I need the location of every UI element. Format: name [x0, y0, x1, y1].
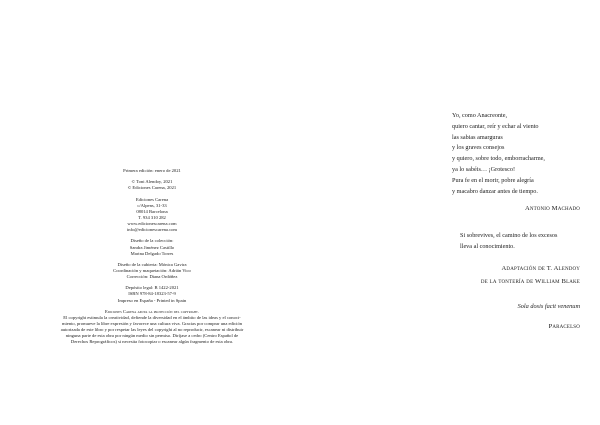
poem-verse: Pura fe en el morir, pobre alegría	[452, 176, 534, 184]
poem-verse: quiero cantar, reír y echar al viento	[452, 122, 539, 130]
publisher-name: Ediciones Carena	[135, 196, 169, 202]
poem-verse: y quiero, sobre todo, emborracharme,	[452, 155, 545, 163]
publisher-website: www.edicionescarena.com	[127, 221, 177, 227]
printed-in: Impreso en España - Printed in Spain	[117, 297, 187, 303]
isbn: ISBN 978-84-18323-57-9	[128, 291, 176, 297]
copyright-notice-line: miento, promueve la libre expresión y favorece una cultura viva. Gracias por comprar una edición	[61, 321, 243, 326]
copyright-notice	[34, 309, 270, 346]
quote-attribution	[481, 263, 580, 288]
publisher-email: info@edicionescarena.com	[126, 227, 178, 233]
legal-ids-block	[34, 285, 270, 303]
publisher-city: 08014 Barcelona	[136, 208, 168, 214]
publisher-street: c/Alpens, 31-33	[137, 202, 167, 208]
right-page	[300, 0, 600, 425]
copyright-block	[34, 179, 270, 191]
poem-verse: ya lo sabéis… ¡Grotesco!	[452, 165, 516, 173]
copyright-notice-line: Derechos Reprográficos) si necesita fotocopiar o escanear algún fragmento de esta obra.	[70, 339, 234, 345]
legal-deposit: Depósito legal: B 1422-2021	[125, 285, 179, 291]
copyright-notice-heading: Ediciones Carena apoya la protección del copyright.	[104, 308, 200, 314]
cover-design-credit: Diseño de la cubierta: Mónica Gavira	[117, 261, 187, 267]
copyright-line: © Toni Alendoy, 2021	[131, 179, 173, 185]
blake-quote	[460, 231, 592, 253]
edition-line: Primera edición: enero de 2021	[123, 168, 181, 173]
poem-verse: y los graves consejos	[452, 144, 505, 152]
publisher-phone: T. 934 310 282	[138, 214, 166, 220]
quote-line: lleva al conocimiento.	[460, 242, 515, 250]
edition-block	[34, 168, 270, 174]
quote-attribution-line: Adaptación de T. Alendoy	[501, 265, 580, 272]
layout-credit: Coordinación y maquetación: Adrián Vico	[113, 267, 191, 273]
latin-author: Paracelso	[548, 323, 580, 330]
quote-line: Si sobrevives, el camino de los excesos	[460, 232, 558, 239]
poem-verse: y macabro danzar antes de tiempo.	[452, 187, 538, 195]
quote-attribution-line: de la tontería de William Blake	[480, 277, 580, 285]
poem-verse: las sabias amarguras	[452, 133, 503, 141]
machado-poem	[452, 111, 592, 197]
copyright-notice-line: El copyright estimula la creatividad, defiende la diversidad en el ámbito de las ideas y el conoci-	[63, 314, 241, 320]
credits-block	[34, 262, 270, 280]
collection-design-block	[34, 238, 270, 256]
copyright-notice-line: autorizada de este libro y por respetar las leyes del copyright al no reproducir, escanear ni distribuir	[60, 327, 244, 333]
copyright-notice-line: ninguna parte de esta obra por ningún medio sin permiso. Diríjase a cedro (Centro Español de	[65, 333, 239, 339]
poem-verse: Yo, como Anacreonte,	[452, 112, 508, 119]
designer-name: Marina Delgado Torres	[130, 250, 174, 256]
colophon	[34, 168, 270, 345]
designer-name: Sandra Jiménez Castillo	[129, 244, 175, 250]
publisher-block	[34, 197, 270, 234]
proofreading-credit: Corrección: Diana Ordóñez	[126, 274, 178, 280]
latin-epigraph: Sola dosis facit venenum	[517, 303, 580, 310]
copyright-line: © Ediciones Carena, 2021	[127, 185, 177, 191]
poem-author: Antonio Machado	[525, 205, 580, 212]
collection-design-label: Diseño de la colección:	[130, 238, 174, 244]
